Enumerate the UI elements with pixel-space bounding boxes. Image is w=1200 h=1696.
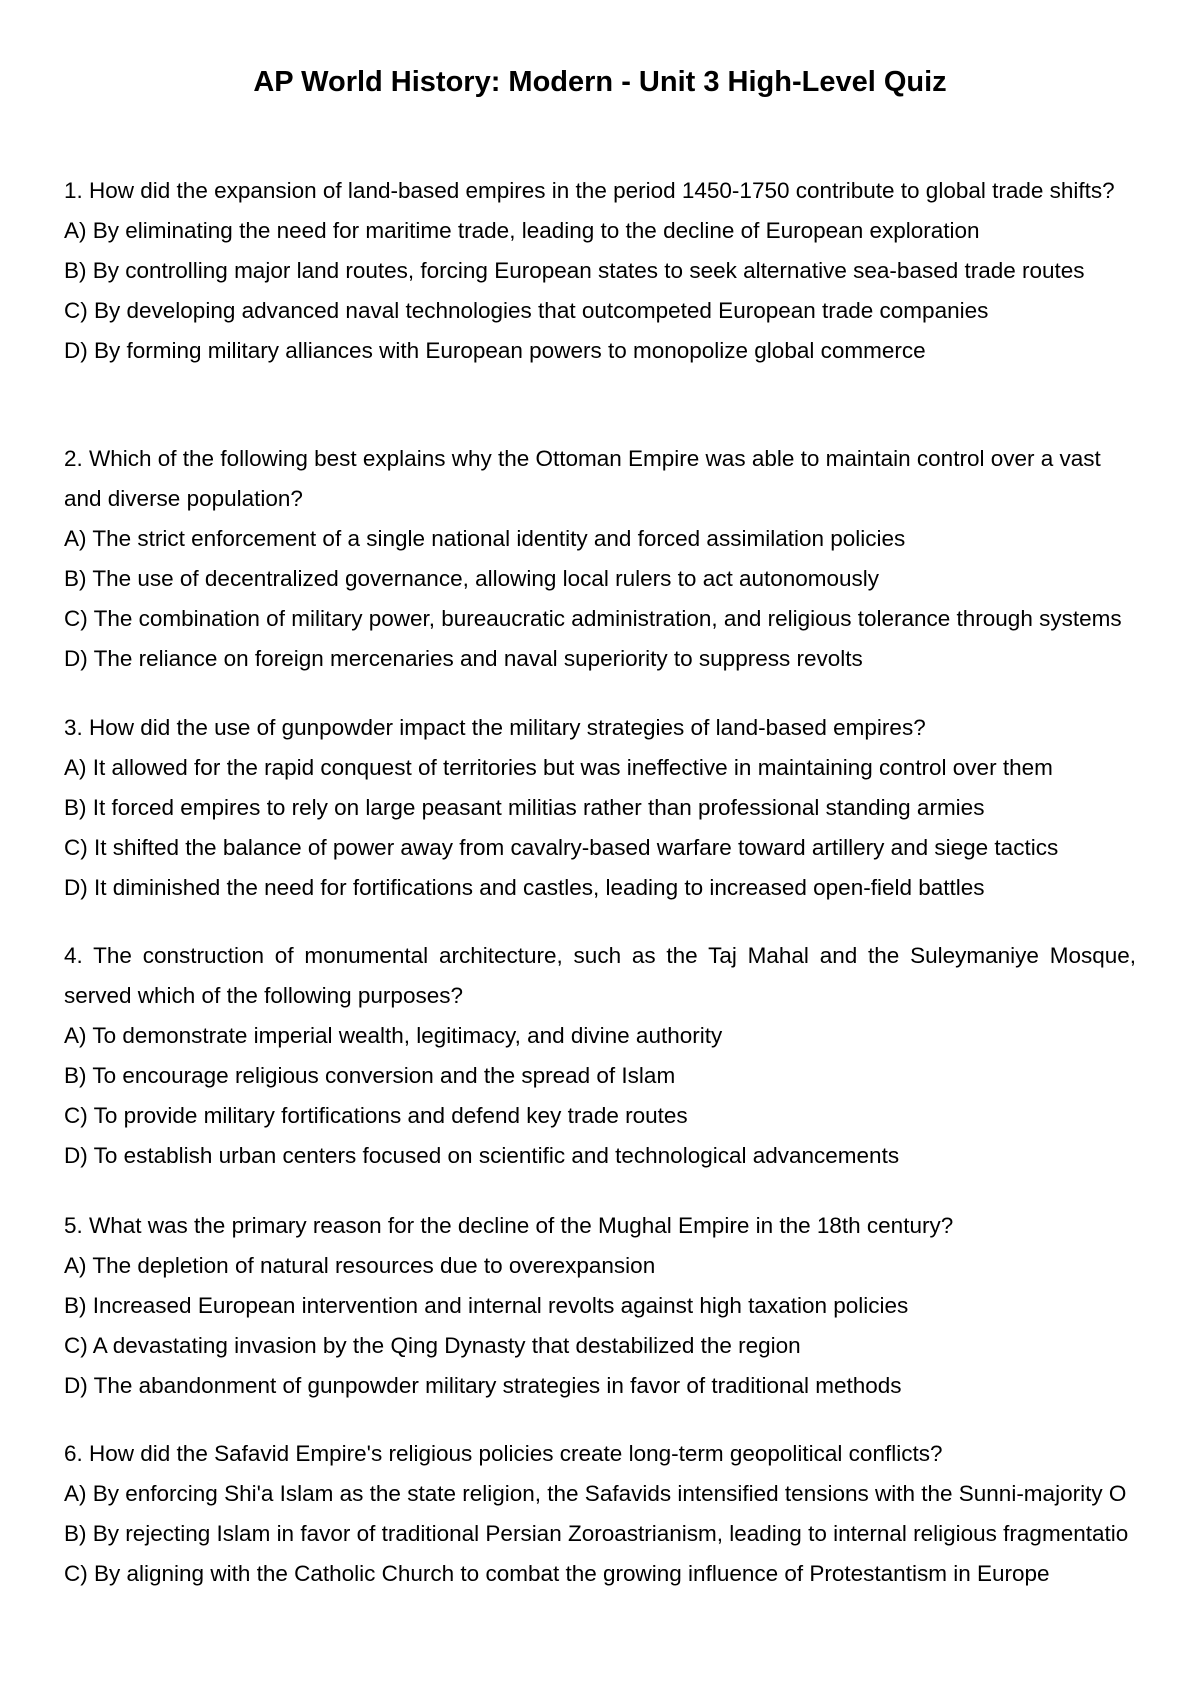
answer-option-c: C) The combination of military power, bureaucratic administration, and religious tolerance through systems: [64, 606, 1122, 631]
question-stem: 1. How did the expansion of land-based empires in the period 1450-1750 contribute to global trade shifts?: [64, 178, 1115, 203]
answer-option-a: A) By enforcing Shi'a Islam as the state religion, the Safavids intensified tensions with the Sunni-majority O: [64, 1481, 1127, 1506]
answer-option-b: B) Increased European intervention and internal revolts against high taxation policies: [64, 1293, 909, 1318]
answer-option-a: A) To demonstrate imperial wealth, legitimacy, and divine authority: [64, 1023, 723, 1048]
answer-option-b: B) By controlling major land routes, forcing European states to seek alternative sea-based trade routes: [64, 258, 1085, 283]
question-5: [64, 1206, 1136, 1406]
answer-option-a: A) By eliminating the need for maritime trade, leading to the decline of European exploration: [64, 218, 980, 243]
answer-option-b: B) To encourage religious conversion and the spread of Islam: [64, 1063, 676, 1088]
answer-option-d: D) To establish urban centers focused on scientific and technological advancements: [64, 1143, 900, 1168]
answer-option-a: A) It allowed for the rapid conquest of territories but was ineffective in maintaining control over them: [64, 755, 1053, 780]
answer-option-b: B) By rejecting Islam in favor of traditional Persian Zoroastrianism, leading to internal religious fragmentatio: [64, 1521, 1129, 1546]
answer-option-b: B) The use of decentralized governance, allowing local rulers to act autonomously: [64, 566, 880, 591]
question-stem: 5. What was the primary reason for the decline of the Mughal Empire in the 18th century?: [64, 1213, 954, 1238]
answer-option-d: D) It diminished the need for fortifications and castles, leading to increased open-field battles: [64, 875, 985, 900]
answer-option-d: D) By forming military alliances with European powers to monopolize global commerce: [64, 338, 926, 363]
question-4: [64, 936, 1136, 1176]
answer-option-c: C) By developing advanced naval technologies that outcompeted European trade companies: [64, 298, 989, 323]
question-stem: 2. Which of the following best explains why the Ottoman Empire was able to maintain control over a vast and diverse population?: [64, 446, 1101, 511]
question-stem: 6. How did the Safavid Empire's religious policies create long-term geopolitical conflicts?: [64, 1441, 943, 1466]
answer-option-b: B) It forced empires to rely on large peasant militias rather than professional standing armies: [64, 795, 985, 820]
answer-option-c: C) To provide military fortifications and defend key trade routes: [64, 1103, 688, 1128]
answer-option-a: A) The strict enforcement of a single national identity and forced assimilation policies: [64, 526, 906, 551]
answer-option-d: D) The reliance on foreign mercenaries and naval superiority to suppress revolts: [64, 646, 863, 671]
question-stem: 3. How did the use of gunpowder impact the military strategies of land-based empires?: [64, 715, 926, 740]
answer-option-c: C) It shifted the balance of power away from cavalry-based warfare toward artillery and siege tactics: [64, 835, 1059, 860]
question-1: [64, 171, 1136, 371]
answer-option-c: C) A devastating invasion by the Qing Dynasty that destabilized the region: [64, 1333, 801, 1358]
answer-option-c: C) By aligning with the Catholic Church to combat the growing influence of Protestantism in Europe: [64, 1561, 1050, 1586]
question-2: [64, 439, 1136, 679]
question-stem: 4. The construction of monumental architecture, such as the Taj Mahal and the Suleymaniye Mosque, served which of the following purposes?: [64, 943, 1136, 1008]
question-6: [64, 1434, 1136, 1594]
answer-option-d: D) The abandonment of gunpowder military strategies in favor of traditional methods: [64, 1373, 902, 1398]
question-3: [64, 708, 1136, 908]
answer-option-a: A) The depletion of natural resources due to overexpansion: [64, 1253, 656, 1278]
page-title: AP World History: Modern - Unit 3 High-Level Quiz: [253, 66, 947, 98]
